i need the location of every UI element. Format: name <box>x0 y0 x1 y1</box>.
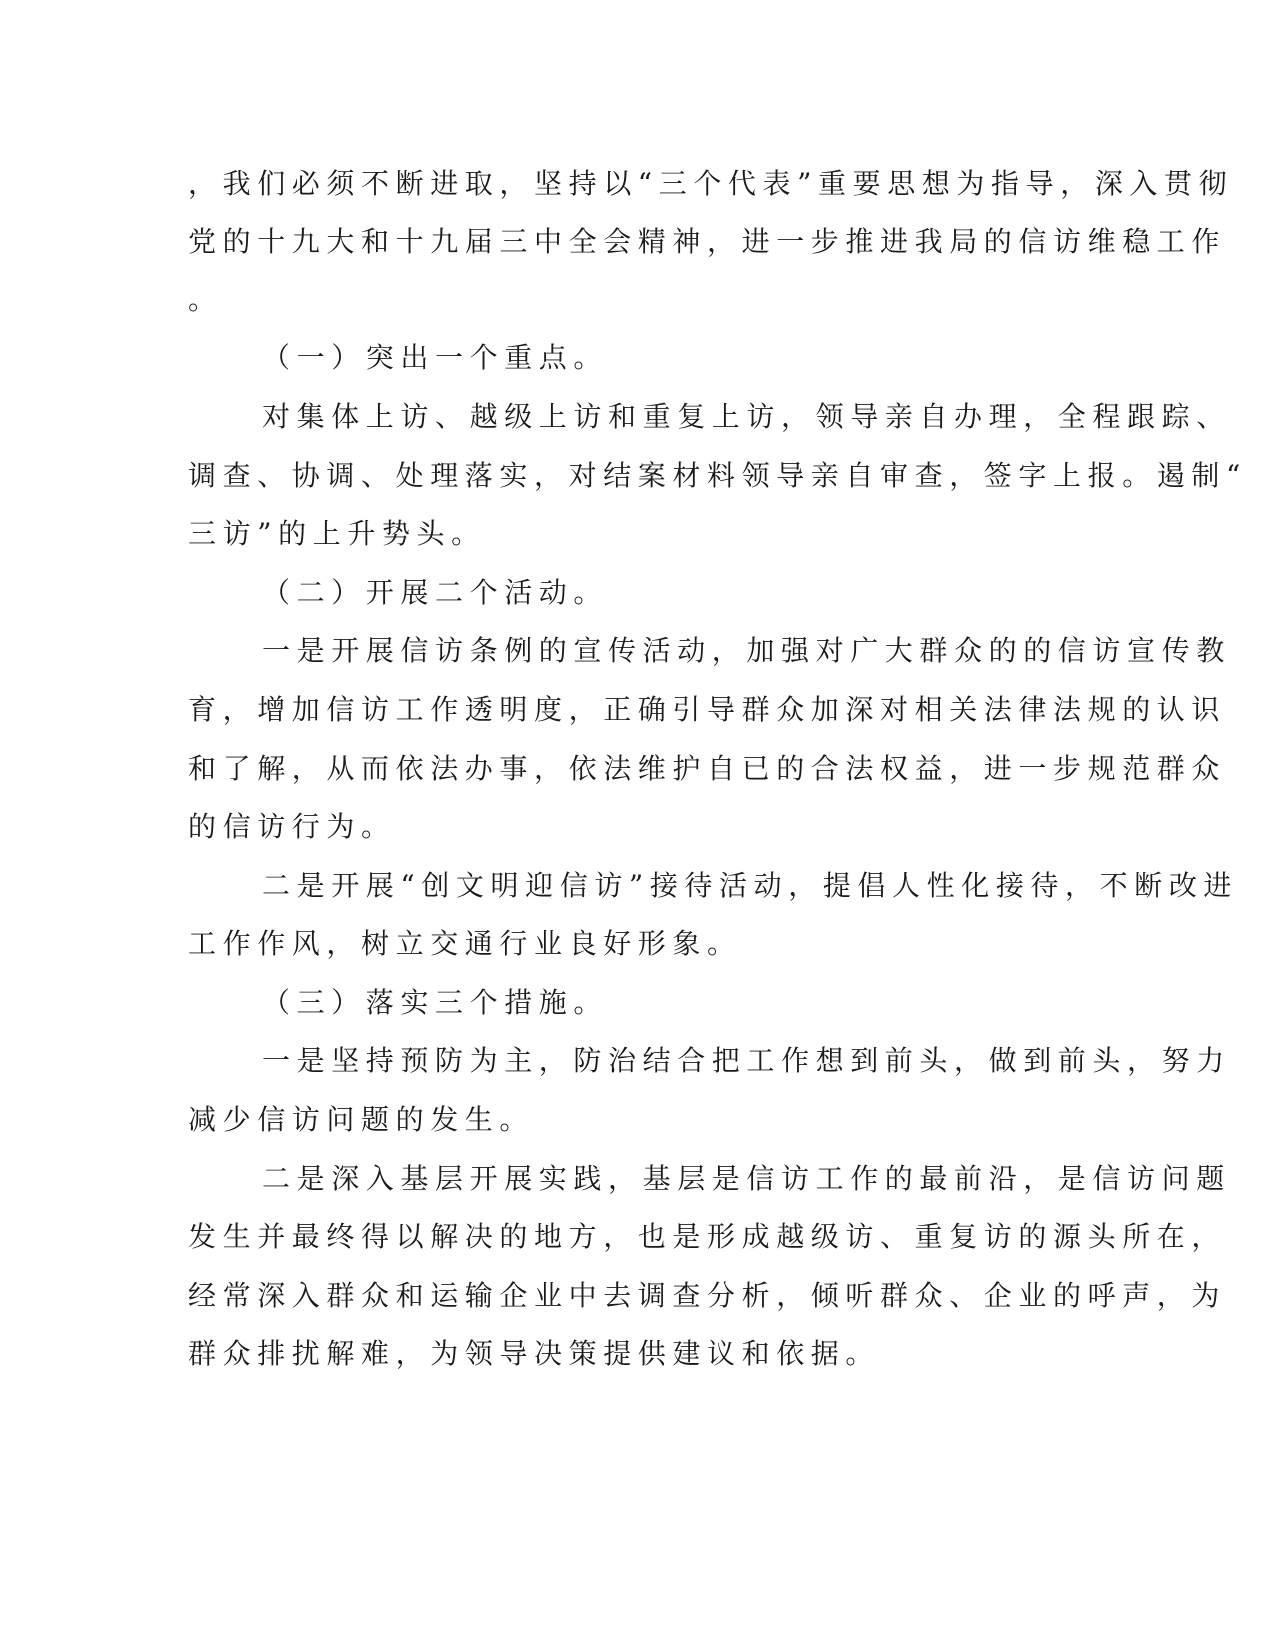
section-heading-2: （二）开展二个活动。 <box>262 576 609 609</box>
text-line: 发生并最终得以解决的地方，也是形成越级访、重复访的源头所在， <box>188 1220 1227 1253</box>
text-line: 和了解，从而依法办事，依法维护自已的合法权益，进一步规范群众 <box>188 752 1227 785</box>
section-heading-1: （一）突出一个重点。 <box>262 341 609 374</box>
text-line: 调查、协调、处理落实，对结案材料领导亲自审查，签字上报。遏制“ <box>188 459 1247 492</box>
text-line: 对集体上访、越级上访和重复上访，领导亲自办理，全程跟踪、 <box>262 400 1231 433</box>
text-line: 育，增加信访工作透明度，正确引导群众加深对相关法律法规的认识 <box>188 693 1227 726</box>
text-line: 一是坚持预防为主，防治结合把工作想到前头，做到前头，努力 <box>262 1044 1231 1077</box>
text-line: 减少信访问题的发生。 <box>188 1103 535 1136</box>
text-line: 的信访行为。 <box>188 810 396 843</box>
text-line: 群众排扰解难，为领导决策提供建议和依据。 <box>188 1337 881 1370</box>
text-line: 二是开展“创文明迎信访”接待活动，提倡人性化接待，不断改进 <box>262 869 1239 902</box>
text-line: ，我们必须不断进取，坚持以“三个代表”重要思想为指导，深入贯彻 <box>188 167 1234 200</box>
text-line: 三访”的上升势头。 <box>188 517 486 550</box>
text-line: 二是深入基层开展实践，基层是信访工作的最前沿，是信访问题 <box>262 1162 1231 1195</box>
section-heading-3: （三）落实三个措施。 <box>262 986 609 1019</box>
text-line: 经常深入群众和运输企业中去调查分析，倾听群众、企业的呼声，为 <box>188 1279 1227 1312</box>
text-line: 党的十九大和十九届三中全会精神，进一步推进我局的信访维稳工作 <box>188 225 1227 258</box>
text-line: 一是开展信访条例的宣传活动，加强对广大群众的的信访宣传教 <box>262 634 1231 667</box>
text-line: 。 <box>188 283 223 316</box>
text-line: 工作作风，树立交通行业良好形象。 <box>188 927 742 960</box>
